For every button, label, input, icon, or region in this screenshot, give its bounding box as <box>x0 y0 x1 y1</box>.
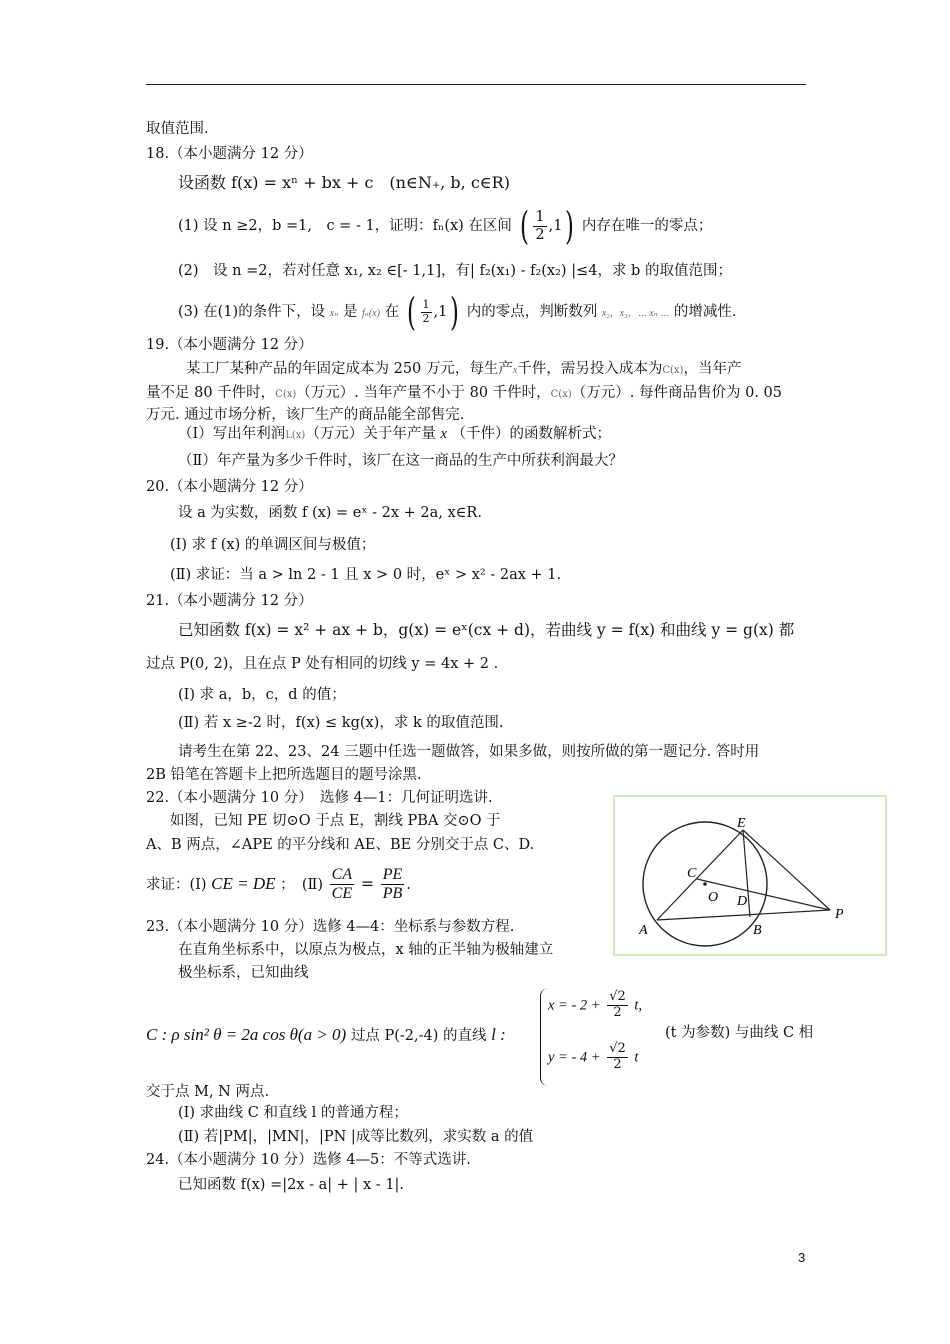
curve-equation: C : ρ sin² θ = 2a cos θ(a > 0) <box>146 1025 347 1044</box>
sequence-symbols: x₂，x₃，⋯ xₙ ⋯ <box>601 308 670 319</box>
q19-line1-b: 千件，需另投入成本为 <box>517 361 663 377</box>
fraction-root2-over-2 <box>607 990 628 1021</box>
q19-line1-c: ，当年产 <box>683 361 742 377</box>
label-a: A <box>639 923 648 938</box>
center-point <box>703 882 707 886</box>
param-x-text: x = - 2 + <box>548 997 601 1014</box>
intro-line: 取值范围. <box>146 121 209 137</box>
q18-part1 <box>178 204 713 248</box>
q22-line1: 如图，已知 PE 切⊙O 于点 E，割线 PBA 交⊙O 于 <box>170 813 501 829</box>
q18-part3-text-e: 的增减性. <box>673 304 737 320</box>
fraction-half <box>533 209 546 243</box>
q20-part1: (Ⅰ) 求 f (x) 的单调区间与极值； <box>170 537 376 553</box>
q20-heading: 20.（本小题满分 12 分） <box>146 479 313 495</box>
q21-line1: 已知函数 f(x) = x² + ax + b，g(x) = eˣ(cx + d)，若曲线 y = f(x) 和曲线 y = g(x) 都 <box>178 621 795 639</box>
param-x-t: t, <box>634 997 643 1014</box>
q19-part1-c: （千件）的函数解析式； <box>451 426 611 442</box>
fraction-denominator: 2 <box>613 1004 622 1020</box>
circle-diagram <box>615 797 885 954</box>
q23-part2: (Ⅱ) 若|PM|，|MN|，|PN |成等比数列，求实数 a 的值 <box>178 1129 534 1145</box>
notice-line2: 2B 铅笔在答题卡上把所选题目的题号涂黑. <box>146 767 422 783</box>
fn-symbol: fₙ(x) <box>362 308 380 319</box>
cost-symbol: C(x) <box>662 365 684 376</box>
q18-heading: 18.（本小题满分 12 分） <box>146 146 313 162</box>
q19-line2-c: （万元）. 每件商品售价为 0. 05 <box>571 385 782 401</box>
tangent-pe <box>743 830 830 910</box>
interval-end: ,1 <box>548 218 563 234</box>
label-b: B <box>753 923 762 938</box>
label-e: E <box>737 816 746 831</box>
q23-line2: 极坐标系，已知曲线 <box>178 965 309 981</box>
label-c: C <box>687 866 697 881</box>
label-o: O <box>708 890 719 905</box>
chord-ae <box>657 830 743 920</box>
q21-part2: (Ⅱ) 若 x ≥-2 时，f(x) ≤ kg(x)，求 k 的取值范围. <box>178 715 504 731</box>
fraction-numerator: CA <box>330 866 354 885</box>
q19-heading: 19.（本小题满分 12 分） <box>146 337 313 353</box>
q21-line2: 过点 P(0, 2)，且在点 P 处有相同的切线 y = 4x + 2 . <box>146 656 499 672</box>
fraction-half-small <box>421 299 432 325</box>
q18-part3-text-c: 在 <box>384 304 400 320</box>
header-rule <box>146 84 806 85</box>
q19-line1 <box>186 362 741 377</box>
q18-part3-text-b: 是 <box>342 304 358 320</box>
fraction-denominator: CE <box>331 885 353 903</box>
q22-part1-label: 求证：(Ⅰ) <box>146 876 207 893</box>
q23-part1: (Ⅰ) 求曲线 C 和直线 l 的普通方程； <box>178 1105 408 1121</box>
q18-part1-tail: 内存在唯一的零点； <box>581 218 713 234</box>
q19-part1-b: （万元）关于年产量 <box>305 426 436 442</box>
fraction-pe-pb <box>381 866 405 904</box>
fraction-root2-over-2 <box>607 1042 628 1073</box>
fraction-ca-ce <box>330 866 354 904</box>
fraction-numerator: 1 <box>422 297 430 311</box>
q23-line-text: 过点 P(-2,-4) 的直线 <box>350 1028 487 1044</box>
label-d: D <box>737 894 748 909</box>
line-label: l : <box>491 1025 506 1044</box>
q23-heading: 23.（本小题满分 10 分）选修 4—4：坐标系与参数方程. <box>146 919 515 935</box>
left-paren: ( <box>406 290 416 334</box>
geometry-figure <box>613 795 887 956</box>
param-eq-y <box>548 1042 638 1073</box>
period: . <box>406 876 411 893</box>
profit-symbol: L(x) <box>285 430 306 441</box>
q18-part1-text: (1) 设 n ≥2，b =1, c = - 1，证明：fₙ(x) 在区间 <box>178 218 512 234</box>
q24-heading: 24.（本小题满分 10 分）选修 4—5：不等式选讲. <box>146 1152 471 1168</box>
page-number: 3 <box>798 1250 806 1265</box>
q22-proof <box>146 866 411 904</box>
param-eq-x <box>548 990 642 1021</box>
q20-line1: 设 a 为实数，函数 f (x) = eˣ - 2x + 2a, x∈R. <box>178 505 482 521</box>
q18-part3-text-d: 内的零点，判断数列 <box>466 304 598 320</box>
q23-curve-line <box>146 1026 506 1044</box>
xn-symbol: xₙ <box>329 308 339 319</box>
var-x: x <box>512 365 518 376</box>
q22-heading: 22.（本小题满分 10 分） 选修 4—1：几何证明选讲. <box>146 790 493 806</box>
param-y-t: t <box>634 1049 639 1066</box>
q20-part2: (Ⅱ) 求证：当 a > ln 2 - 1 且 x > 0 时，eˣ > x² - 2ax + 1. <box>170 567 562 583</box>
q19-part2: （Ⅱ）年产量为多少千件时，该厂在这一商品的生产中所获利润最大？ <box>178 453 623 469</box>
q19-part1 <box>178 427 611 442</box>
fraction-denominator: 2 <box>613 1056 622 1072</box>
q19-line2-b: （万元）. 当年产量不小于 80 千件时， <box>296 385 551 401</box>
q18-function-def: 设函数 f(x) = xⁿ + bx + c (n∈N₊, b, c∈R) <box>178 173 510 192</box>
q22-line2: A、B 两点，∠APE 的平分线和 AE、BE 分别交于点 C、D. <box>146 837 535 853</box>
fraction-denominator: 2 <box>422 311 430 325</box>
equals-sign: = <box>360 873 375 893</box>
q18-part2: (2) 设 n =2，若对任意 x₁, x₂ ∈[- 1,1]，有| f₂(x₁) - f₂(x₂) |≤4，求 b 的取值范围； <box>178 263 732 279</box>
q23-line4: 交于点 M, N 两点. <box>146 1084 270 1100</box>
right-paren: ) <box>450 290 460 334</box>
interval-end: ,1 <box>433 304 448 320</box>
fraction-denominator: PB <box>382 885 403 903</box>
fraction-denominator: 2 <box>535 226 545 243</box>
fraction-numerator: 1 <box>535 208 545 225</box>
q23-line3-tail: (t 为参数) 与曲线 C 相 <box>665 1025 814 1041</box>
left-paren: ( <box>519 204 529 248</box>
fraction-numerator: √2 <box>609 989 626 1004</box>
fraction-numerator: PE <box>381 866 405 885</box>
q19-line1-a: 某工厂某种产品的年固定成本为 250 万元，每生产 <box>186 361 513 377</box>
q23-line1: 在直角坐标系中，以原点为极点，x 轴的正半轴为极轴建立 <box>178 942 554 958</box>
right-paren: ) <box>565 204 575 248</box>
secant-pba <box>657 910 830 920</box>
q19-line2 <box>146 386 782 401</box>
label-p: P <box>835 907 844 922</box>
notice-line1: 请考生在第 22、23、24 三题中任选一题做答，如果多做，则按所做的第一题记分. 答时用 <box>178 744 760 760</box>
q19-part1-a: （Ⅰ）写出年利润 <box>178 426 286 442</box>
q22-part2-label: ； (Ⅱ) <box>280 876 324 893</box>
fraction-numerator: √2 <box>609 1041 626 1056</box>
q21-heading: 21.（本小题满分 12 分） <box>146 593 313 609</box>
q19-line3: 万元. 通过市场分析，该厂生产的商品能全部售完. <box>146 407 465 423</box>
q18-part3-text-a: (3) 在(1)的条件下，设 <box>178 304 326 320</box>
q21-part1: (Ⅰ) 求 a，b，c，d 的值； <box>178 687 346 703</box>
cost-expr-1: C(x) <box>275 389 297 400</box>
q19-line2-a: 量不足 80 千件时， <box>146 385 276 401</box>
q24-line1: 已知函数 f(x) =|2x - a| + | x - 1|. <box>178 1177 405 1193</box>
q22-part1-eq: CE = DE <box>211 873 276 893</box>
param-y-text: y = - 4 + <box>548 1049 601 1066</box>
q18-part3 <box>178 290 737 334</box>
var-x: x <box>440 426 447 442</box>
cost-expr-2: C(x) <box>550 389 572 400</box>
